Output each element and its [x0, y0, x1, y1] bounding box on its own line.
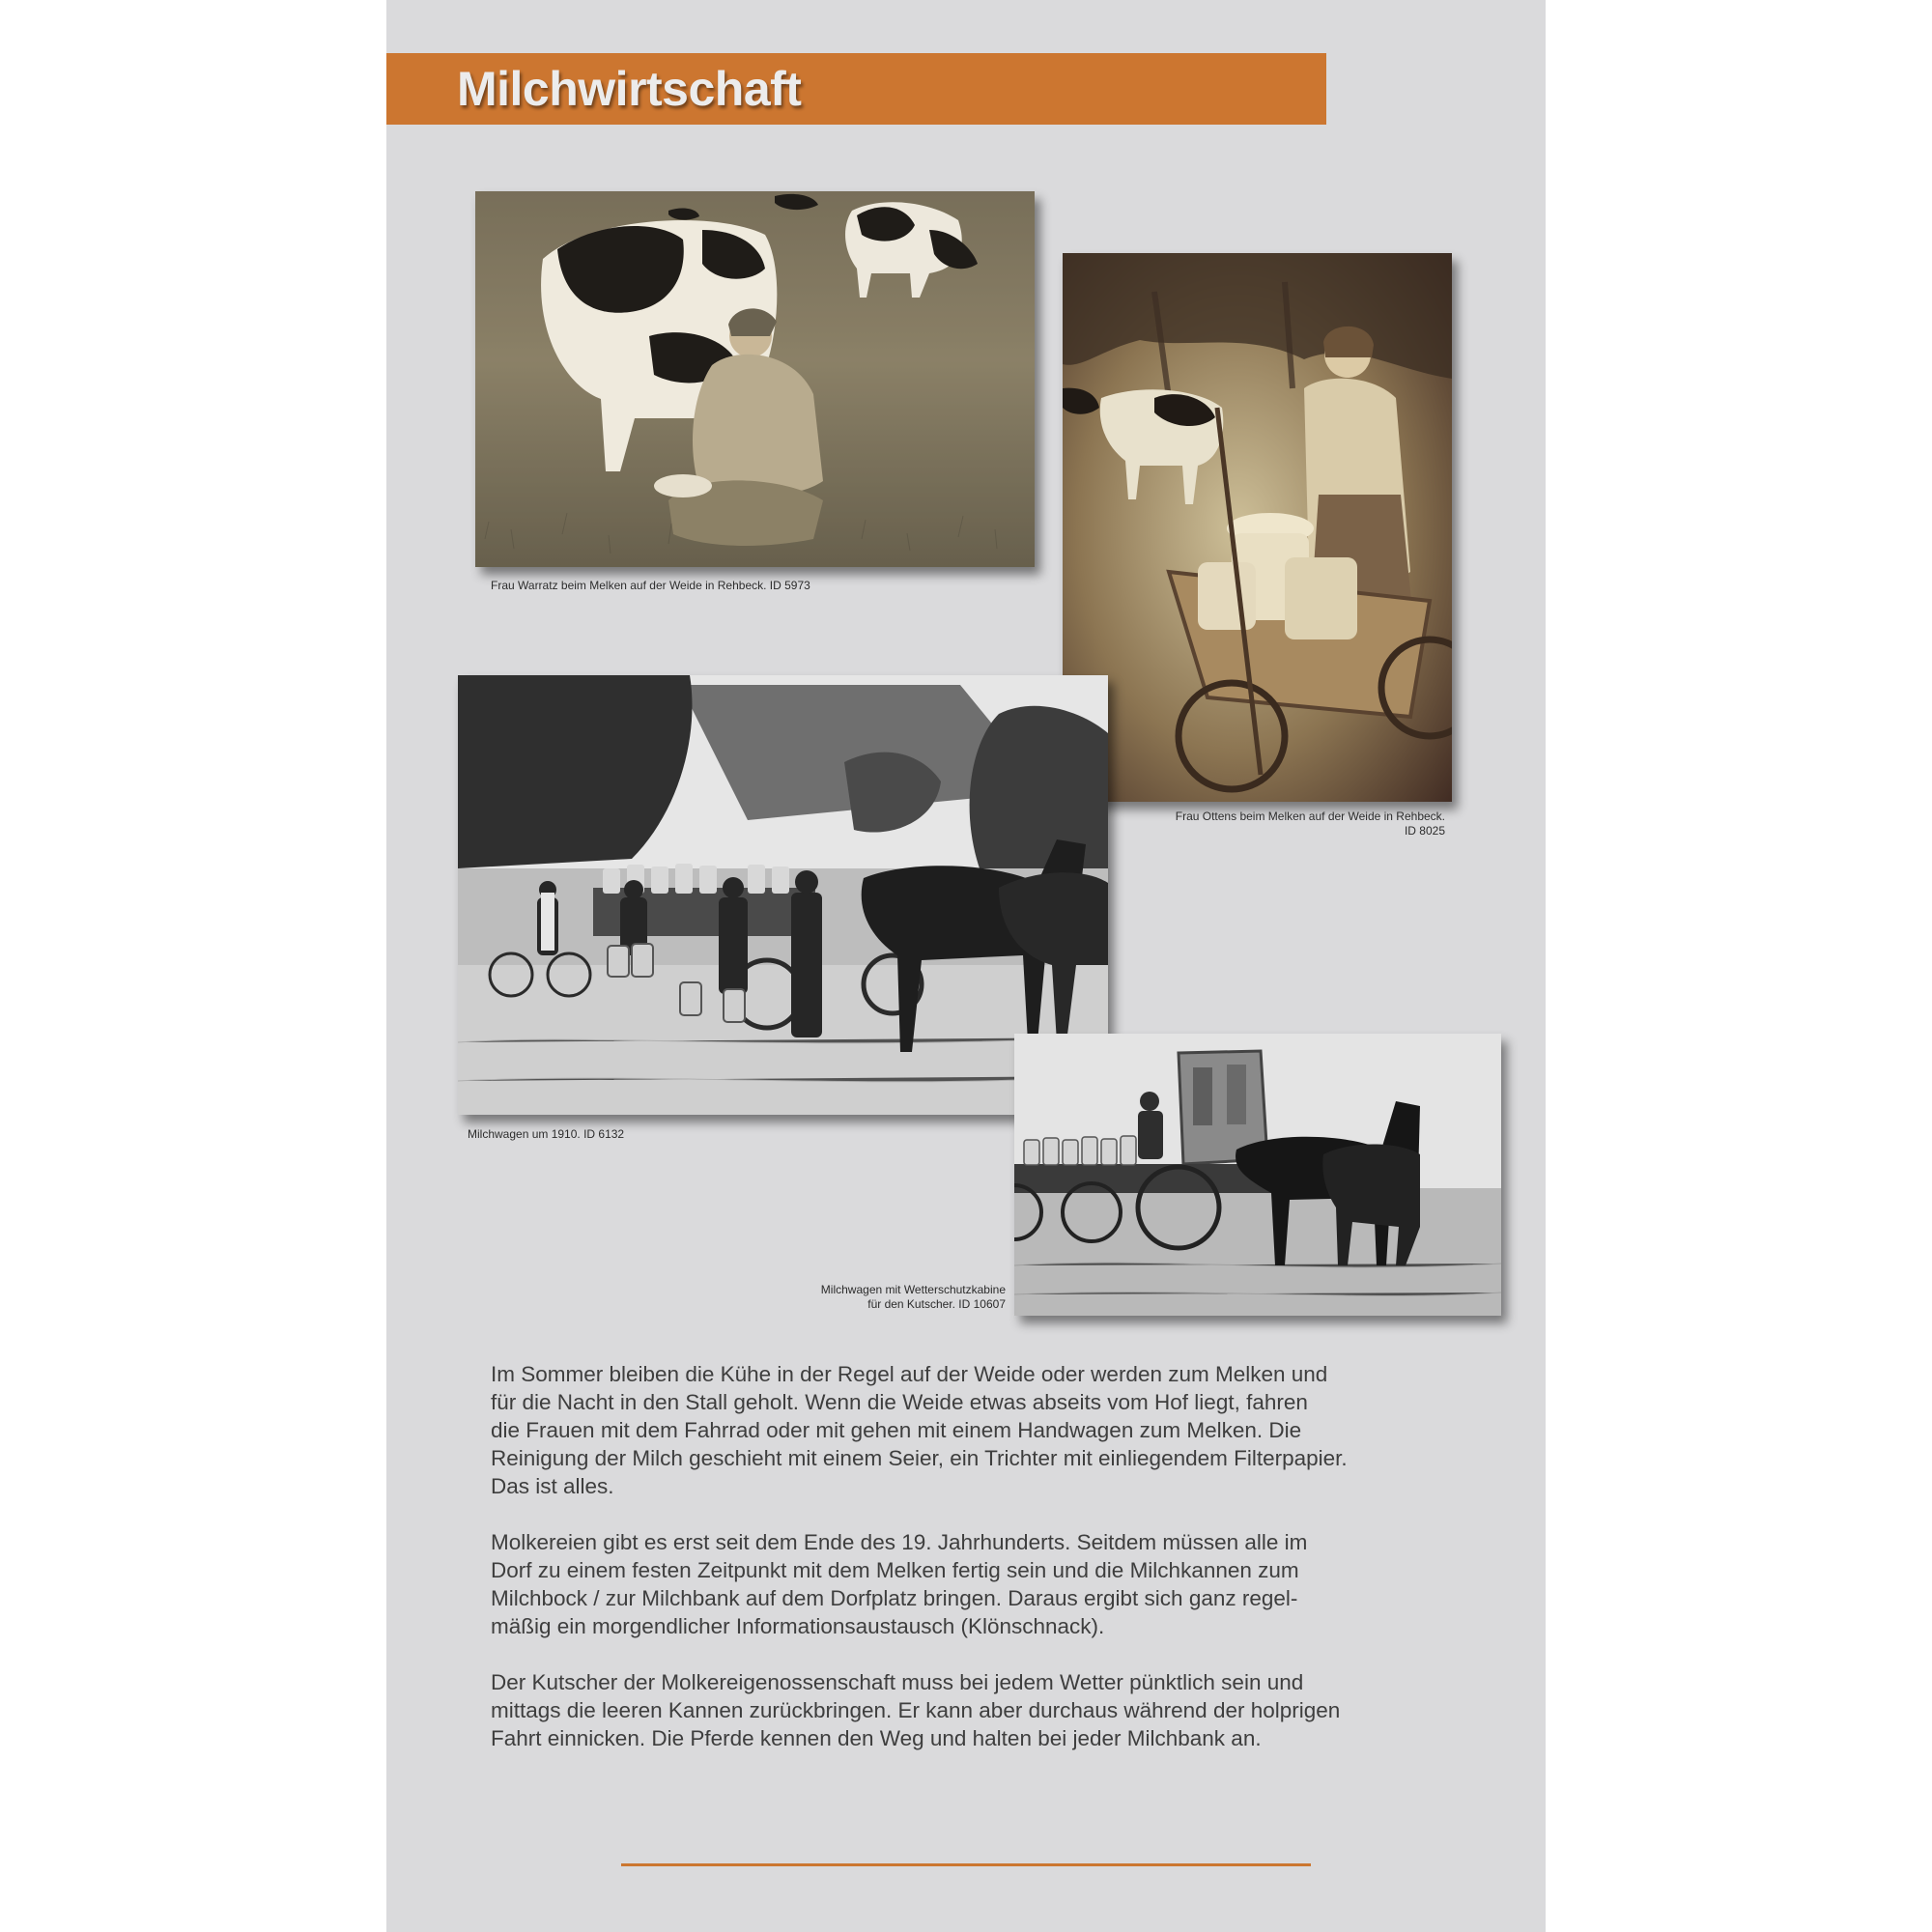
caption-photo-4-line-2: für den Kutscher. ID 10607 — [867, 1297, 1006, 1311]
photo-milk-wagon-cabin-image — [1014, 1034, 1501, 1316]
caption-photo-4-line-1: Milchwagen mit Wetterschutzkabine — [820, 1283, 1006, 1296]
caption-photo-4 — [676, 1283, 1006, 1312]
body-paragraph-2: Molkereien gibt es erst seit dem Ende des 19. Jahrhunderts. Seitdem müssen alle im Dorf zu einem festen Zeitpunkt mit dem Melken fertig sein und die Milchkannen zum Milchbock / zur Milchbank auf dem Dorfplatz bringen. Daraus ergibt sich ganz regel- mäßig ein morgendlicher Informationsaustausch (Klönschnack). — [491, 1530, 1308, 1638]
caption-photo-3: Milchwagen um 1910. ID 6132 — [468, 1127, 625, 1141]
caption-photo-2-line-2: ID 8025 — [1404, 824, 1445, 838]
photo-milking-ottens-image — [1063, 253, 1452, 802]
photo-milk-wagon-1910 — [458, 675, 1108, 1115]
photo-milk-wagon-1910-image — [458, 675, 1108, 1115]
caption-photo-2-line-1: Frau Ottens beim Melken auf der Weide in Rehbeck. — [1175, 810, 1445, 823]
caption-photo-2 — [1063, 810, 1445, 838]
body-paragraph-1: Im Sommer bleiben die Kühe in der Regel auf der Weide oder werden zum Melken und für die Nacht in den Stall geholt. Wenn die Weide etwas abseits vom Hof liegt, fahren die Frauen mit dem Fahrrad oder mit gehen mit einem Handwagen zum Melken. Die Reinigung der Milch geschieht mit einem Seier, ein Trichter mit einliegendem Filterpapier. Das ist alles. — [491, 1362, 1348, 1498]
body-paragraph-3: Der Kutscher der Molkereigenossenschaft muss bei jedem Wetter pünktlich sein und mittags die leeren Kannen zurückbringen. Er kann aber durchaus während der holprigen Fahrt einnicken. Die Pferde kennen den Weg und halten bei jeder Milchbank an. — [491, 1670, 1341, 1750]
bottom-divider — [621, 1863, 1311, 1866]
photo-milking-warratz — [475, 191, 1035, 567]
page-title: Milchwirtschaft — [457, 62, 802, 116]
photo-milking-ottens — [1063, 253, 1452, 802]
photo-milk-wagon-cabin — [1014, 1034, 1501, 1316]
caption-photo-1: Frau Warratz beim Melken auf der Weide in Rehbeck. ID 5973 — [491, 579, 810, 592]
body-text — [491, 1360, 1466, 1780]
photo-milking-warratz-image — [475, 191, 1035, 567]
